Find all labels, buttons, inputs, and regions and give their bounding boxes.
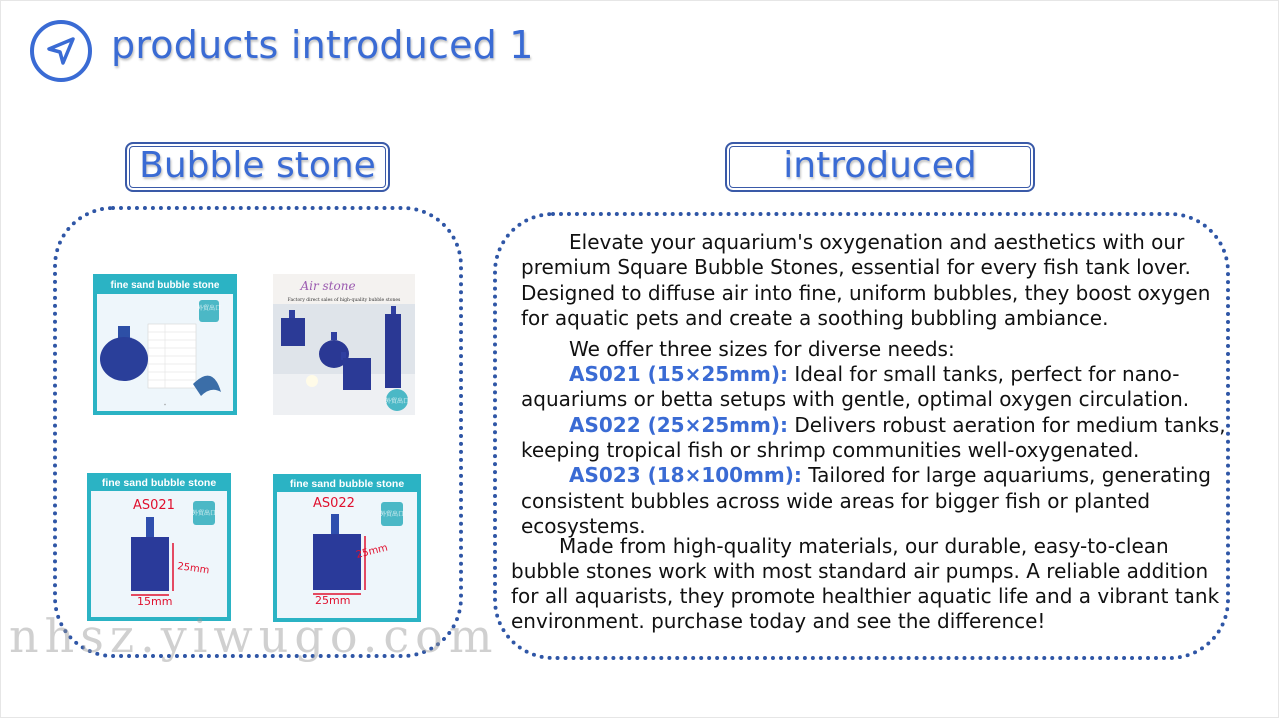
product-image-2[interactable] [273, 274, 415, 415]
desc-p3-line1: Made from high-quality materials, our durable, easy-to-clean [559, 534, 1169, 558]
sizes-heading: We offer three sizes for diverse needs: [569, 337, 955, 361]
width-as022: 25mm [315, 594, 351, 607]
introduced-heading: introduced [725, 142, 1035, 192]
send-arrow-icon [29, 19, 93, 83]
as022-line1: AS022 (25×25mm): Delivers robust aeration for medium tanks, [569, 413, 1226, 437]
desc-p3-line3: for all aquarists, they promote healthier aquatic life and a vibrant tank [511, 584, 1220, 608]
desc-p3-line4: environment. purchase today and see the difference! [511, 609, 1046, 633]
caption-4: fine sand bubble stone [289, 478, 405, 490]
as023-line3: ecosystems. [521, 514, 646, 538]
bubble-stone-heading: Bubble stone [125, 142, 390, 192]
sub-2: Factory direct sales of high-quality bubble stones [287, 298, 401, 303]
page-title: products introduced 1 [111, 23, 534, 67]
width-as021: 15mm [137, 595, 173, 608]
as021-line1: AS021 (15×25mm): Ideal for small tanks, perfect for nano- [569, 362, 1180, 386]
height-as022: 25mm [355, 542, 389, 561]
caption-1: fine sand bubble stone [110, 280, 220, 291]
badge-2: 外贸出口 [384, 398, 410, 405]
watermark: nhsz.yiwugo.com [9, 609, 499, 663]
as022-line2: keeping tropical fish or shrimp communities well-oxygenated. [521, 438, 1140, 462]
desc-p3-line2: bubble stones work with most standard air pumps. A reliable addition [511, 559, 1209, 583]
as021-label: AS021 (15×25mm): [569, 362, 788, 386]
as023-label: AS023 (18×100mm): [569, 463, 802, 487]
as022-label: AS022 (25×25mm): [569, 413, 788, 437]
svg-text:*: * [164, 403, 166, 408]
badge-3: 外贸出口 [191, 510, 217, 517]
desc-p1-line3: Designed to diffuse air into fine, uniform bubbles, they boost oxygen [521, 281, 1211, 305]
as023-line1: AS023 (18×100mm): Tailored for large aquariums, generating [569, 463, 1211, 487]
desc-p1-line2: premium Square Bubble Stones, essential for every fish tank lover. [521, 255, 1191, 279]
product-image-4[interactable] [273, 474, 421, 622]
caption-2: Air stone [300, 279, 356, 293]
product-image-3[interactable] [87, 473, 231, 621]
caption-3: fine sand bubble stone [101, 477, 217, 489]
label-as021: AS021 [133, 498, 175, 513]
product-image-1[interactable] [93, 274, 237, 415]
badge-4: 外贸出口 [379, 511, 405, 518]
as021-line2: aquariums or betta setups with gentle, optimal oxygen circulation. [521, 387, 1190, 411]
badge-1: 外贸出口 [196, 305, 222, 312]
height-as021: 25mm [176, 561, 211, 577]
desc-p1-line4: for aquatic pets and create a soothing bubbling ambiance. [521, 306, 1109, 330]
desc-p1-line1: Elevate your aquarium's oxygenation and aesthetics with our [569, 230, 1185, 254]
as023-line2: consistent bubbles across wide areas for bigger fish or planted [521, 489, 1151, 513]
label-as022: AS022 [313, 496, 355, 511]
